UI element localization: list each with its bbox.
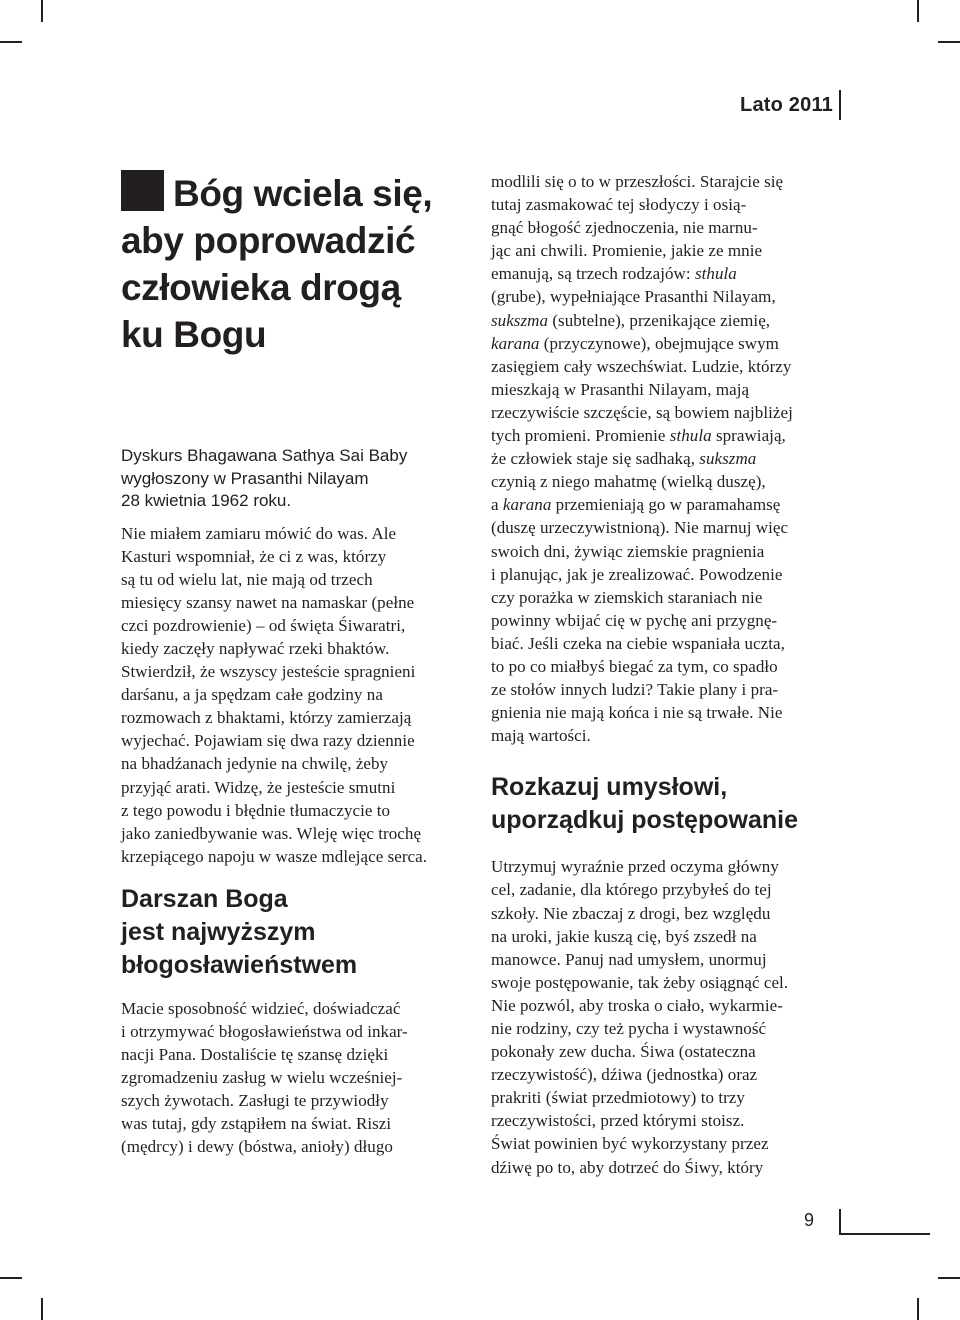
crop-mark-top-right-vertical xyxy=(917,0,919,22)
rays-text-4: (przyczynowe), obejmujące swym zasięgiem cały wszechświat. Ludzie, którzy mieszkają w Prasanthi Nilayam, mają rzeczywiście szczęście, są bowiem najbliżej tych promieni. Promienie xyxy=(491,333,793,446)
section2-heading-line-1: Rozkazuj umysłowi, xyxy=(491,773,728,802)
crop-mark-bottom-right-vertical xyxy=(917,1298,919,1320)
term-sthula-2: sthula xyxy=(669,426,712,446)
crop-mark-top-left-vertical xyxy=(41,0,43,22)
crop-mark-bottom-left-vertical xyxy=(41,1298,43,1320)
title-line-3: człowieka drogą xyxy=(121,267,401,308)
section-heading-line-2: jest najwyższym xyxy=(121,917,316,946)
title-line-1: Bóg wciela się, xyxy=(173,173,433,214)
left-column xyxy=(121,170,476,1159)
term-karana-2: karana xyxy=(502,495,552,515)
title-line-2: aby poprowadzić xyxy=(121,220,416,261)
rays-text-3: (subtelne), przenikające ziemię, xyxy=(552,310,771,330)
header-rule xyxy=(839,90,841,120)
section2-heading-line-2: uporządkuj postępowanie xyxy=(491,806,798,835)
subtitle-line-1: Dyskurs Bhagawana Sathya Sai Baby xyxy=(121,446,408,465)
section-heading-rozkazuj xyxy=(491,771,846,837)
crop-mark-bottom-right-horizontal xyxy=(938,1277,960,1279)
subtitle-line-2: wygłoszony w Prasanthi Nilayam xyxy=(121,468,369,488)
rays-text-5: sprawiają, że człowiek staje się sadhaką, xyxy=(491,426,786,469)
section-heading-darszan xyxy=(121,883,476,982)
section-heading-line-3: błogosławieństwem xyxy=(121,950,358,979)
intro-paragraph: Nie miałem zamiaru mówić do was. Ale Kasturi wspomniał, że ci z was, którzy są tu od wielu lat, nie mają od trzech miesięcy szansy nawet na namaskar (pełne czci pozdrowienie) – od święta Śiwaratri, kiedy zaczęły napływać rzeki bhaktów. Stwierdził, że wszyscy jesteście spragnieni darśanu, a ja spędzam całe godziny na rozmowach z bhaktami, którzy zamierzają wyjechać. Pojawiam się dwa razy dziennie na bhadźanach jedynie na chwilę, żeby przyjąć arati. Widzę, że jesteście smutni z tego powodu i błędnie tłumaczycie to jako zaniedbywanie was. Wleję więc trochę krzepiącego napoju w wasze mdlejące serca. xyxy=(121,523,428,866)
crop-mark-top-left-horizontal xyxy=(0,41,22,43)
article-title xyxy=(121,170,476,358)
crop-mark-bottom-left-horizontal xyxy=(0,1277,22,1279)
term-karana: karana xyxy=(491,333,540,353)
title-square-icon xyxy=(121,170,164,211)
page-footer xyxy=(780,1208,930,1236)
rays-text-1: modlili się o to w przeszłości. Starajcie się tutaj zasmakować tej słodyczy i osią- gnąć błogość zjednoczenia, nie marnu- jąc ani chwili. Promienie, jakie ze mnie emanują, są trzech rodzajów: xyxy=(491,172,784,284)
article-subtitle xyxy=(121,445,476,513)
rays-text-2: (grube), wypełniające Prasanthi Nilayam, xyxy=(491,287,776,307)
rays-text-7: przemieniają go w paramahamsę (duszę urzeczywistnioną). Nie marnuj więc swoich dni, żywiąc ziemskie pragnienia i planując, jak je zrealizować. Powodzenie czy porażka w ziemskich staraniach nie powinny wbijać cię w pychę ani przygnę- biać. Jeśli czeka na ciebie wspaniała uczta, to po co miałbyś biegać za tym, co spadło ze stołów innych ludzi? Takie plany i pra- gnienia nie mają końca i nie są trwałe. Nie mają wartości. xyxy=(491,495,789,746)
issue-label: Lato 2011 xyxy=(740,94,833,116)
crop-mark-top-right-horizontal xyxy=(938,41,960,43)
term-sukszma: sukszma xyxy=(491,310,549,330)
section-darszan-paragraph: Macie sposobność widzieć, doświadczać i otrzymywać błogosławieństwa od inkar- nacji Pana. Dostaliście tę szansę dzięki zgromadzeniu zasług w wielu wcześniej- szych żywotach. Zasługi te przywiodły was tutaj, gdy zstąpiłem na świat. Riszi (mędrcy) i dewy (bóstwa, anioły) długo xyxy=(121,998,408,1157)
section-rozkazuj-paragraph: Utrzymuj wyraźnie przed oczyma główny cel, zadanie, dla którego przybyłeś do tej szkoły. Nie zbaczaj z drogi, bez względu na uroki, jakie kuszą cię, byś zszedł na manowce. Panuj nad umysłem, unormuj swoje postępowanie, tak żeby osiągnąć cel. Nie pozwól, aby troska o ciało, wykarmie- nie rodziny, czy też pycha i wystawność pokonały zew ducha. Śiwa (ostateczna rzeczywistość), dźiwa (jednostka) oraz prakriti (świat przedmiotowy) to trzy rzeczywistości, przed którymi stoisz. Świat powinien być wykorzystany przez dźiwę po to, aby dotrzeć do Śiwy, który xyxy=(491,857,789,1177)
right-column xyxy=(491,170,846,1179)
page-number-rule-vertical xyxy=(839,1209,841,1235)
rays-text-6: czynią z niego mahatmę (wielką duszę), a xyxy=(491,472,766,515)
page-number-rule-horizontal xyxy=(841,1233,930,1235)
term-sthula: sthula xyxy=(694,264,737,284)
title-line-4: ku Bogu xyxy=(121,314,267,355)
running-header xyxy=(600,88,841,122)
section-heading-line-1: Darszan Boga xyxy=(121,884,288,913)
page-number: 9 xyxy=(803,1210,814,1230)
subtitle-line-3: 28 kwietnia 1962 roku. xyxy=(121,491,292,510)
term-sukszma-2: sukszma xyxy=(699,449,757,469)
rays-paragraph xyxy=(491,170,846,747)
